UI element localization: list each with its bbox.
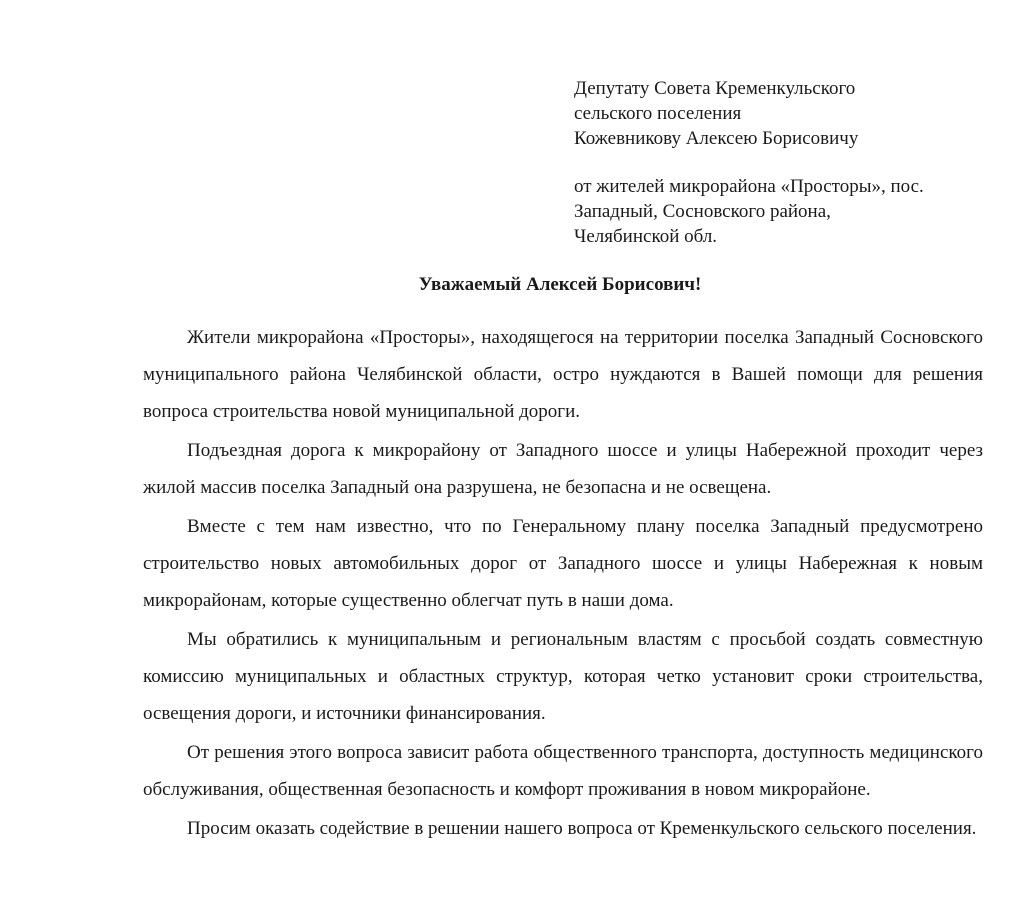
paragraph: Жители микрорайона «Просторы», находящегося на территории поселка Западный Сосновского муниципального района Челябинской области, остро нуждаются в Вашей помощи для решения вопроса строительства новой муниципальной дороги. [143,327,983,422]
greeting: Уважаемый Алексей Борисович! [418,274,702,295]
sender-line: Западный, Сосновского района, [574,201,831,222]
sender-block [574,174,1014,249]
sender-line: Челябинской обл. [574,226,718,247]
sender-line: от жителей микрорайона «Просторы», пос. [574,176,924,197]
addressee-line: Депутату Совета Кременкульского [574,78,856,99]
addressee-line: сельского поселения [574,103,742,124]
addressee-line: Кожевникову Алексею Борисовичу [574,128,859,149]
paragraph: Просим оказать содействие в решении нашего вопроса от Кременкульского сельского поселения. [187,818,977,839]
paragraph: Вместе с тем нам известно, что по Генеральному плану поселка Западный предусмотрено строительство новых автомобильных дорог от Западного шоссе и улицы Набережная к новым микрорайонам, которые существенно облегчат путь в наши дома. [143,516,983,611]
paragraph: Мы обратились к муниципальным и региональным властям с просьбой создать совместную комиссию муниципальных и областных структур, которая четко установит сроки строительства, освещения дороги, и источники финансирования. [143,629,983,724]
paragraph: Подъездная дорога к микрорайону от Западного шоссе и улицы Набережной проходит через жилой массив поселка Западный она разрушена, не безопасна и не освещена. [143,440,983,498]
addressee-block [574,76,1004,151]
paragraph: От решения этого вопроса зависит работа общественного транспорта, доступность медицинского обслуживания, общественная безопасность и комфорт проживания в новом микрорайоне. [143,742,983,800]
letter-body [143,319,983,849]
